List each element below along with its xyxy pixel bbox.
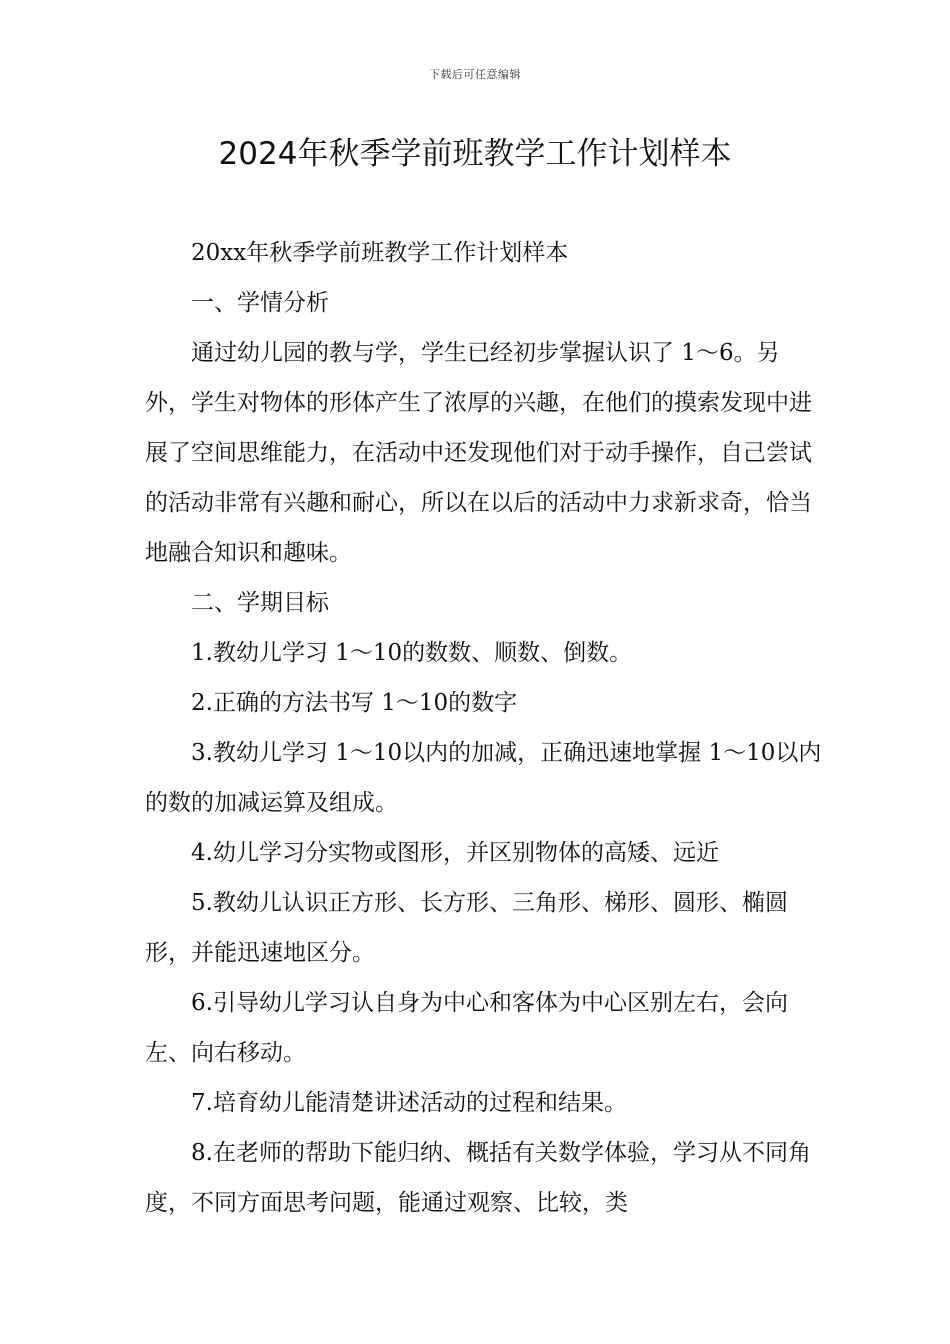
goal-item-4: 4.幼儿学习分实物或图形，并区别物体的高矮、远近	[191, 840, 719, 866]
paragraph-analysis: 通过幼儿园的教与学，学生已经初步掌握认识了 1～6。另外，学生对物体的形体产生了浓厚的兴趣，在他们的摸索发现中进展了空间思维能力，在活动中还发现他们对于动手操作，自己尝试的活动非常有兴趣和耐心，所以在以后的活动中力求新求奇，恰当地融合知识和趣味。	[145, 340, 812, 566]
section-heading-goals: 二、学期目标	[191, 590, 329, 616]
header-note: 下载后可任意编辑	[429, 68, 521, 81]
goal-item-5: 5.教幼儿认识正方形、长方形、三角形、梯形、圆形、椭圆形，并能迅速地区分。	[145, 890, 788, 966]
goal-item-7: 7.培育幼儿能清楚讲述活动的过程和结果。	[191, 1090, 627, 1116]
document-title: 2024年秋季学前班教学工作计划样本	[218, 136, 732, 172]
section-heading-analysis: 一、学情分析	[191, 290, 329, 316]
goal-item-3: 3.教幼儿学习 1～10以内的加减，正确迅速地掌握 1～10以内的数的加减运算及组成。	[145, 740, 822, 816]
document-body	[145, 228, 825, 1228]
paragraph-subtitle: 20xx年秋季学前班教学工作计划样本	[191, 240, 569, 266]
goal-item-2: 2.正确的方法书写 1～10的数字	[191, 690, 518, 716]
goal-item-8: 8.在老师的帮助下能归纳、概括有关数学体验，学习从不同角度，不同方面思考问题，能通过观察、比较，类	[145, 1140, 811, 1216]
goal-item-6: 6.引导幼儿学习认自身为中心和客体为中心区别左右，会向左、向右移动。	[145, 990, 788, 1066]
goal-item-1: 1.教幼儿学习 1～10的数数、顺数、倒数。	[191, 640, 633, 666]
